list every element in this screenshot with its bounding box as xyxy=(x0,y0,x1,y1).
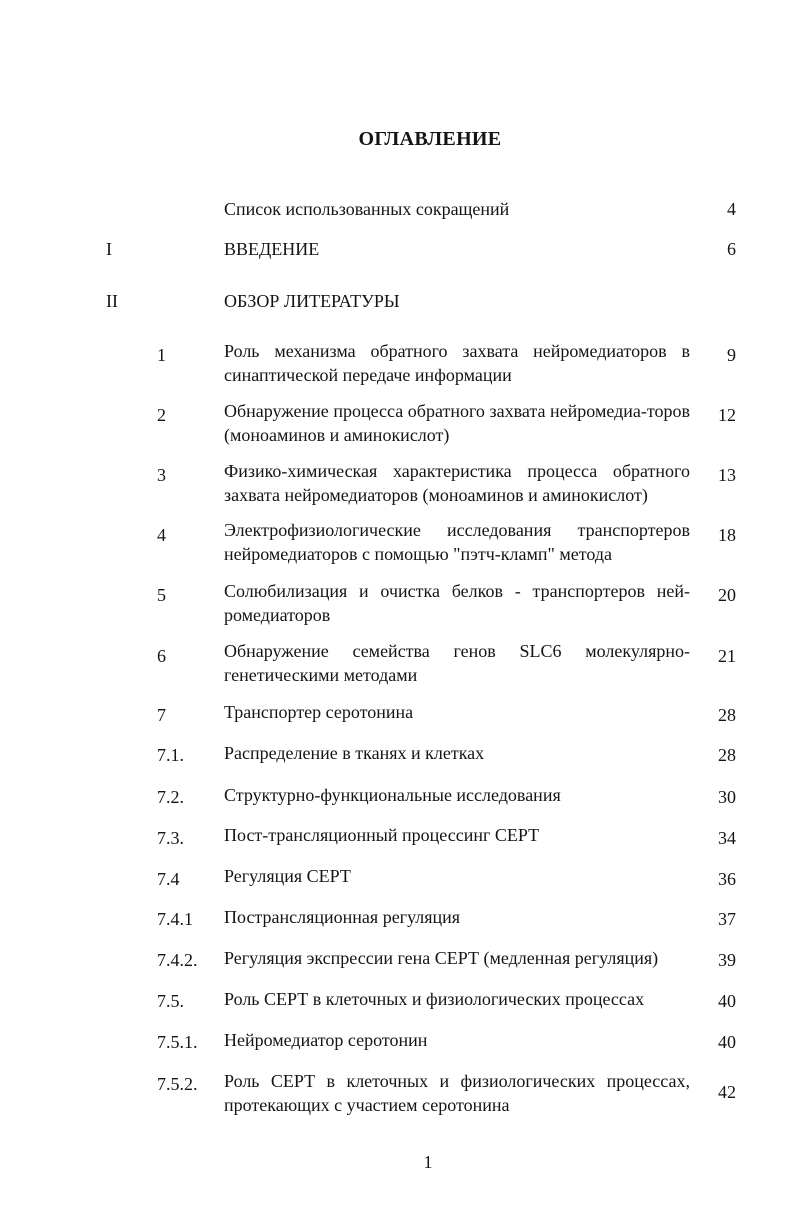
toc-entry-number: 7.1. xyxy=(157,745,184,765)
toc-entry-page: 37 xyxy=(718,909,736,929)
toc-entry-text: Роль механизма обратного захвата нейромедиаторов в синаптической передаче информации xyxy=(224,341,690,385)
toc-entry-page: 12 xyxy=(718,405,736,425)
toc-entry-text: Пост-трансляционный процессинг СЕРТ xyxy=(224,825,540,845)
toc-entry-text: Физико-химическая характеристика процесса обратного захвата нейромедиаторов (моноаминов и аминокислот) xyxy=(224,461,690,505)
toc-entry-page: 21 xyxy=(718,646,736,666)
toc-entry-page: 9 xyxy=(727,345,736,365)
toc-entry-page: 36 xyxy=(718,869,736,889)
toc-entry-number: 5 xyxy=(157,585,166,605)
toc-entry-number: 7.4 xyxy=(157,869,180,889)
toc-entry-text: Структурно-функциональные исследования xyxy=(224,785,561,805)
page-number: 1 xyxy=(423,1152,433,1172)
toc-entry-number: 7 xyxy=(157,705,166,725)
toc-entry-text: ОБЗОР ЛИТЕРАТУРЫ xyxy=(224,291,400,311)
toc-entry-number: 7.4.2. xyxy=(157,950,198,970)
toc-entry-number: 7.5. xyxy=(157,991,184,1011)
toc-entry-number: 7.3. xyxy=(157,828,184,848)
toc-entry-page: 20 xyxy=(718,585,736,605)
toc-entry-page: 40 xyxy=(718,991,736,1011)
toc-entry-text: ВВЕДЕНИЕ xyxy=(224,239,320,259)
toc-entry-page: 13 xyxy=(718,465,736,485)
toc-entry-page: 34 xyxy=(718,828,736,848)
toc-entry-number: 1 xyxy=(157,345,166,365)
toc-entry-page: 18 xyxy=(718,525,736,545)
toc-entry-number: 7.4.1 xyxy=(157,909,193,929)
toc-entry-page: 4 xyxy=(727,199,736,219)
toc-entry-text: Транспортер серотонина xyxy=(224,702,414,722)
toc-entry-text: Обнаружение процесса обратного захвата нейромедиа-торов (моноаминов и аминокислот) xyxy=(224,401,690,445)
toc-entry-text: Список использованных сокращений xyxy=(224,199,510,219)
toc-entry-number: 4 xyxy=(157,525,166,545)
toc-entry-number: I xyxy=(106,239,112,259)
toc-entry-text: Электрофизиологические исследования транспортеров нейромедиаторов с помощью "пэтч-кламп" метода xyxy=(224,520,690,564)
toc-entry-page: 30 xyxy=(718,787,736,807)
toc-entry-page: 39 xyxy=(718,950,736,970)
toc-entry-text: Обнаружение семейства генов SLC6 молекулярно-генетическими методами xyxy=(224,641,690,685)
toc-entry-page: 40 xyxy=(718,1032,736,1052)
toc-entry-text: Солюбилизация и очистка белков - транспортеров ней-ромедиаторов xyxy=(224,581,690,625)
toc-entry-number: 7.5.2. xyxy=(157,1074,198,1094)
toc-entry-number: 6 xyxy=(157,646,166,666)
toc-entry-number: 7.2. xyxy=(157,787,184,807)
toc-entry-text: Роль СЕРТ в клеточных и физиологических процессах, протекающих с участием серотонина xyxy=(224,1071,690,1115)
toc-entry-text: Роль СЕРТ в клеточных и физиологических процессах xyxy=(224,989,645,1009)
toc-entry-page: 28 xyxy=(718,745,736,765)
toc-entry-text: Регуляция экспрессии гена СЕРТ (медленная регуляция) xyxy=(224,948,659,968)
toc-entry-number: 3 xyxy=(157,465,166,485)
toc-entry-number: 7.5.1. xyxy=(157,1032,198,1052)
toc-entry-number: II xyxy=(106,291,118,311)
toc-entry-text: Пострансляционная регуляция xyxy=(224,907,461,927)
toc-entry-text: Распределение в тканях и клетках xyxy=(224,743,485,763)
toc-entry-page: 42 xyxy=(718,1082,736,1102)
toc-entry-page: 6 xyxy=(727,239,736,259)
page-title: ОГЛАВЛЕНИЕ xyxy=(358,128,502,150)
toc-entry-text: Нейромедиатор серотонин xyxy=(224,1030,428,1050)
toc-entry-text: Регуляция СЕРТ xyxy=(224,866,351,886)
toc-entry-number: 2 xyxy=(157,405,166,425)
toc-entry-page: 28 xyxy=(718,705,736,725)
